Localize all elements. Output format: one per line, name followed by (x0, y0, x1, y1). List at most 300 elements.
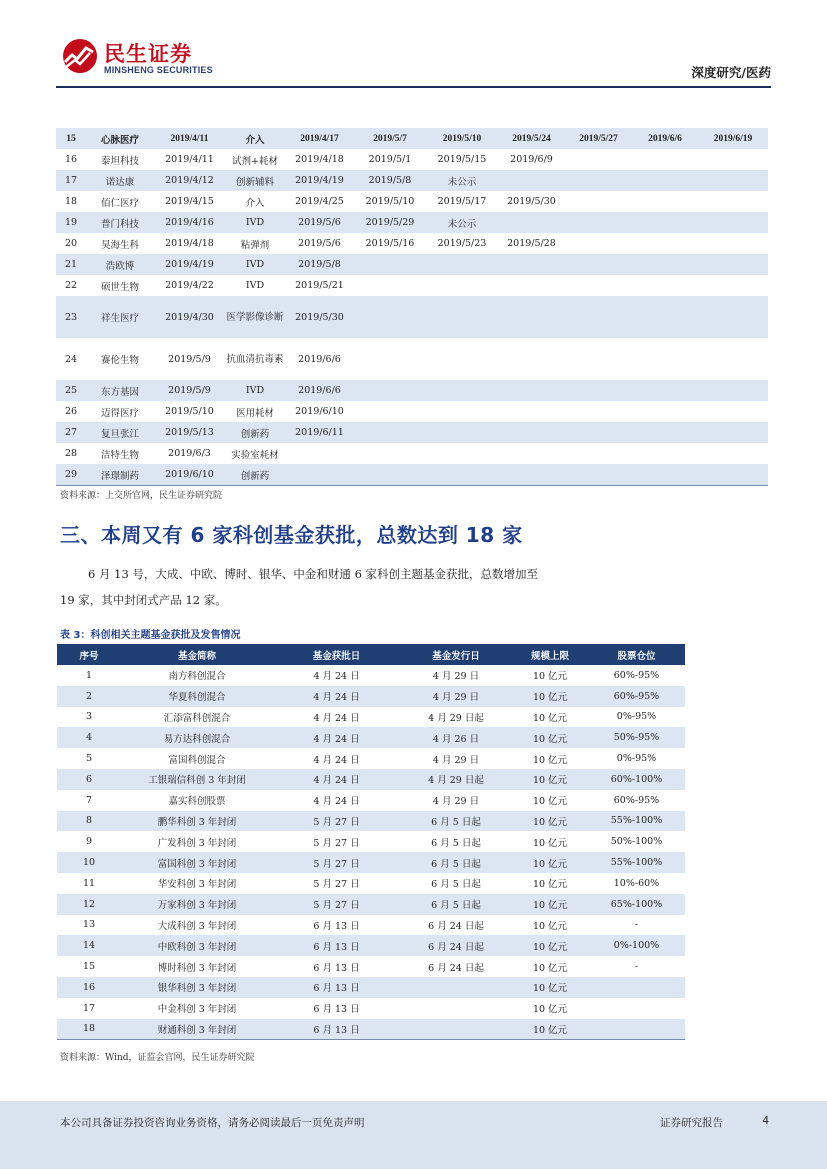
table-cell (632, 443, 698, 464)
table-row (56, 275, 768, 296)
table-cell: 5 月 27 日 (273, 894, 400, 915)
table-cell: 10 亿元 (512, 727, 588, 748)
table-row (56, 191, 768, 212)
table-cell: 50%-95% (588, 727, 685, 748)
table-cell (632, 422, 698, 443)
table-cell: 2019/4/30 (154, 296, 225, 338)
table-cell: 试剂+耗材 (232, 155, 278, 167)
table-cell: 4 (57, 727, 121, 748)
table-cell (400, 977, 512, 998)
table-row (57, 686, 685, 707)
table-cell (426, 338, 498, 380)
table-cell: 6 月 5 日起 (431, 837, 481, 849)
table-cell: 9 (85, 836, 93, 848)
table-cell: 创新辅料 (225, 170, 285, 191)
table-cell (498, 212, 565, 233)
table-cell: 2019/6/10 (295, 406, 344, 417)
table-cell (285, 443, 354, 464)
table-cell (565, 422, 632, 443)
table-cell: 浩欧博 (86, 254, 154, 275)
table-cell (498, 338, 565, 380)
table-cell (354, 254, 426, 275)
table-cell: 抗血清抗毒素 (226, 353, 284, 365)
table-cell (698, 296, 768, 338)
table-cell: 16 (64, 154, 78, 165)
table-cell: 4 月 29 日 (432, 754, 480, 766)
table-cell: 3 (85, 711, 93, 723)
table-cell: 10 亿元 (512, 686, 588, 707)
table-row (56, 170, 768, 191)
table-cell: 2019/5/30 (507, 196, 556, 207)
table-cell: 55%-100% (588, 811, 685, 832)
table-row (56, 254, 768, 275)
table-row (56, 296, 768, 338)
table-cell: 2 (57, 686, 121, 707)
table-cell (498, 296, 565, 338)
table-cell: 2019/5/6 (285, 212, 354, 233)
table-row (57, 811, 685, 832)
table-cell: 2019/6/6 (298, 353, 341, 365)
table-cell (426, 254, 498, 275)
ipo-progress-table (56, 128, 768, 486)
table-cell (565, 149, 632, 170)
table-cell: 2019/5/16 (365, 238, 415, 249)
page-number: 4 (762, 1115, 769, 1127)
table-cell: 粘弹剂 (240, 239, 270, 251)
table-cell: 2019/5/24 (498, 128, 565, 149)
table-cell: 5 月 27 日 (313, 879, 360, 891)
table-cell: 16 (57, 977, 121, 998)
table-cell: 介入 (225, 128, 285, 149)
table-cell: 中金科创 3 年封闭 (157, 1004, 237, 1016)
table-cell (498, 422, 565, 443)
table-row (56, 443, 768, 464)
table-row (57, 873, 685, 894)
table-cell: 0%-95% (616, 711, 657, 723)
table-cell: 2019/5/21 (295, 280, 344, 291)
table-cell: 7 (85, 794, 93, 806)
table-cell (565, 254, 632, 275)
table-cell: 介入 (245, 197, 265, 209)
table-cell (565, 443, 632, 464)
table-cell (698, 401, 768, 422)
table-cell: 2019/4/11 (165, 154, 214, 165)
table-cell: 诺达康 (86, 170, 154, 191)
table-cell (498, 254, 565, 275)
table-cell (588, 1019, 685, 1040)
table-cell: 6 月 13 日 (313, 1004, 360, 1016)
table-cell: 10 亿元 (512, 769, 588, 790)
minsheng-logo-icon (60, 38, 100, 74)
table-cell: 万家科创 3 年封闭 (121, 894, 273, 915)
table-cell: 60%-95% (588, 686, 685, 707)
table-cell: 富国科创混合 (168, 754, 226, 766)
table-cell: 60%-95% (613, 794, 660, 806)
table-cell (588, 998, 685, 1019)
table-cell (698, 191, 768, 212)
table-cell: 汇添富科创混合 (163, 712, 231, 724)
table-cell: 2019/4/17 (285, 128, 354, 149)
table-row (56, 212, 768, 233)
table-cell: 2019/5/6 (298, 238, 341, 249)
table-cell (698, 422, 768, 443)
table-cell: 28 (64, 448, 78, 459)
table-cell: 富国科创 3 年封闭 (121, 852, 273, 873)
table-row (57, 665, 685, 686)
table-cell: 心脉医疗 (86, 128, 154, 149)
table-cell: 24 (64, 353, 78, 365)
table-cell: 2019/4/18 (295, 154, 344, 165)
table-cell (632, 254, 698, 275)
table-cell: 10 亿元 (512, 977, 588, 998)
table-cell (565, 170, 632, 191)
table-cell (565, 464, 632, 486)
table-cell: 迈得医疗 (100, 407, 139, 419)
table-row (57, 1019, 685, 1040)
table-cell: 2019/5/9 (168, 353, 211, 365)
table-cell: 4 月 29 日起 (400, 769, 512, 790)
table-cell: 洁特生物 (100, 449, 139, 461)
ipo-table-body (56, 128, 768, 486)
table-cell: 55%-100% (588, 852, 685, 873)
table-cell: 2019/4/25 (295, 196, 344, 207)
table-cell (565, 401, 632, 422)
table-cell: 2019/5/8 (285, 254, 354, 275)
table-cell: 13 (82, 919, 96, 931)
table-cell (354, 338, 426, 380)
table-row (56, 401, 768, 422)
table-cell: 创新药 (225, 464, 285, 486)
table-cell: 中欧科创 3 年封闭 (121, 935, 273, 956)
table-cell: 5 月 27 日 (313, 837, 360, 849)
table-cell: 17 (82, 1002, 96, 1014)
table-cell (426, 464, 498, 486)
table-cell: 10 亿元 (532, 879, 568, 891)
table-row (57, 769, 685, 790)
header-divider (56, 86, 771, 88)
table-cell (698, 275, 768, 296)
table-cell (565, 275, 632, 296)
table-cell (565, 212, 632, 233)
table-cell (632, 338, 698, 380)
table-cell: 2019/5/9 (154, 380, 225, 401)
table-cell: 未公示 (426, 212, 498, 233)
table-row (57, 935, 685, 956)
table-cell (565, 191, 632, 212)
table-cell: 6 月 5 日起 (400, 811, 512, 832)
table-cell: 医用耗材 (235, 407, 274, 419)
table-row (57, 977, 685, 998)
table-cell: 2019/5/1 (368, 154, 412, 165)
table-cell: 华夏科创混合 (121, 686, 273, 707)
table-cell: 10 亿元 (512, 894, 588, 915)
table-cell (354, 275, 426, 296)
table-cell (632, 191, 698, 212)
table-cell: 2019/5/23 (437, 238, 487, 249)
table-cell: 6 月 13 日 (273, 977, 400, 998)
table-row (57, 727, 685, 748)
table-cell: - (634, 919, 639, 931)
brand-name-en: MINSHENG SECURITIES (104, 65, 213, 75)
table-cell (565, 296, 632, 338)
table-cell: 2019/6/3 (168, 448, 211, 459)
table-cell (426, 296, 498, 338)
table-row (57, 831, 685, 852)
table-cell (698, 380, 768, 401)
table-cell (426, 380, 498, 401)
table-cell: 0%-100% (588, 935, 685, 956)
table-cell: 6 月 24 日起 (428, 962, 484, 974)
table-cell (354, 401, 426, 422)
table-cell: 2019/4/19 (154, 254, 225, 275)
table-cell (632, 275, 698, 296)
table-cell: 实验室耗材 (231, 449, 279, 461)
table-row (57, 915, 685, 936)
table-cell: 嘉实科创股票 (168, 796, 226, 808)
table-row (56, 233, 768, 254)
table-row (57, 790, 685, 811)
table-cell: 硕世生物 (100, 281, 139, 293)
section-title: 三、本周又有 6 家科创基金获批，总数达到 18 家 (60, 523, 523, 547)
table-cell (354, 380, 426, 401)
table-cell: 4 月 24 日 (313, 754, 360, 766)
table-cell (698, 170, 768, 191)
fund-table-source: 资料来源：Wind，证监会官网，民生证券研究院 (60, 1053, 255, 1063)
table-cell: 2019/5/10 (426, 128, 498, 149)
table-cell: 10 亿元 (512, 852, 588, 873)
table-cell: 4 月 24 日 (313, 671, 360, 683)
table-cell: 普门科技 (86, 212, 154, 233)
table-row (56, 338, 768, 380)
table-cell: 4 月 29 日 (432, 796, 480, 808)
table-cell (498, 464, 565, 486)
section-paragraph-line1: 6 月 13 号，大成、中欧、博时、银华、中金和财通 6 家科创主题基金获批，总数增加至 (88, 567, 539, 581)
table-cell: 60%-100% (588, 769, 685, 790)
table-cell: 11 (82, 877, 96, 889)
table-cell: 21 (56, 254, 86, 275)
table-cell: 2019/4/19 (285, 170, 354, 191)
footer-report-label: 证券研究报告 (660, 1117, 723, 1129)
table-cell: 6 月 13 日 (273, 1019, 400, 1040)
table-cell: 10 (57, 852, 121, 873)
table-cell: 5 月 27 日 (273, 811, 400, 832)
table-row (57, 956, 685, 977)
table-cell: 4 月 24 日 (313, 712, 360, 724)
table-cell (632, 401, 698, 422)
col-header-equity-position: 股票仓位 (588, 644, 685, 665)
table-cell: 27 (56, 422, 86, 443)
table-cell (698, 443, 768, 464)
table-cell: 2019/6/9 (510, 154, 553, 165)
table-cell: 10 亿元 (532, 796, 568, 808)
table-cell: 29 (56, 464, 86, 486)
table-cell: 10 亿元 (532, 754, 568, 766)
table-cell: 2019/4/18 (165, 238, 214, 249)
table-cell: 10 亿元 (532, 962, 568, 974)
table-cell: IVD (225, 212, 285, 233)
table-cell: 26 (64, 406, 78, 417)
table-cell (354, 443, 426, 464)
table-row (57, 998, 685, 1019)
table-cell: 6 月 5 日起 (431, 879, 481, 891)
table-cell: 12 (57, 894, 121, 915)
col-header-size-cap: 规模上限 (512, 644, 588, 665)
table-cell: 4 月 24 日 (273, 686, 400, 707)
table-cell: 6 月 5 日起 (400, 852, 512, 873)
table-cell: 复旦张江 (86, 422, 154, 443)
table-cell (698, 338, 768, 380)
table-cell: 6 (57, 769, 121, 790)
table-cell: 祥生医疗 (86, 296, 154, 338)
table-cell: IVD (225, 380, 285, 401)
table-cell: 6 月 24 日起 (428, 920, 484, 932)
table-cell (285, 464, 354, 486)
table-cell: 25 (56, 380, 86, 401)
table-cell: 华安科创 3 年封闭 (157, 879, 237, 891)
table-cell (632, 464, 698, 486)
col-header-issue-date: 基金发行日 (400, 644, 512, 665)
table-cell: 医学影像诊断 (225, 296, 285, 338)
table-cell: 14 (57, 935, 121, 956)
table-cell: 2019/5/27 (565, 128, 632, 149)
table-cell: 23 (56, 296, 86, 338)
table-cell (354, 464, 426, 486)
table-cell (565, 380, 632, 401)
table-cell: 2019/4/22 (165, 280, 214, 291)
table-cell: 15 (82, 961, 96, 973)
table-cell: 0%-95% (616, 753, 657, 765)
table-cell (400, 998, 512, 1019)
table-cell: 10 亿元 (532, 837, 568, 849)
table-cell: 10 亿元 (512, 935, 588, 956)
table-cell (426, 422, 498, 443)
table-cell: 2019/5/17 (437, 196, 487, 207)
table-cell: 10 亿元 (532, 1004, 568, 1016)
table-cell: 泰坦科技 (100, 155, 139, 167)
fund-table-caption: 表 3：科创相关主题基金获批及发售情况 (60, 630, 241, 641)
table-cell: 10 亿元 (512, 811, 588, 832)
table-cell: 50%-100% (610, 836, 663, 848)
table-cell: 2019/5/30 (285, 296, 354, 338)
table-cell: IVD (225, 254, 285, 275)
table-cell: 4 月 24 日 (273, 727, 400, 748)
table-cell (498, 170, 565, 191)
brand-name-cn: 民生证券 (104, 42, 192, 66)
table-cell: 4 月 24 日 (313, 796, 360, 808)
table-cell: 2019/6/6 (632, 128, 698, 149)
table-cell: 8 (57, 811, 121, 832)
table-cell (354, 296, 426, 338)
table-cell: 广发科创 3 年封闭 (157, 837, 237, 849)
table-cell: 2019/5/7 (354, 128, 426, 149)
table-cell (565, 338, 632, 380)
table-cell: 10%-60% (613, 877, 660, 889)
table-cell (632, 233, 698, 254)
table-cell: 65%-100% (588, 894, 685, 915)
table-cell: 19 (56, 212, 86, 233)
table-cell: 工银瑞信科创 3 年封闭 (121, 769, 273, 790)
table-cell (498, 275, 565, 296)
table-cell: 10 亿元 (532, 712, 568, 724)
table-cell: 4 月 29 日 (432, 671, 480, 683)
col-header-fund-name: 基金简称 (121, 644, 273, 665)
table-cell: 2019/5/28 (507, 238, 556, 249)
table-cell (632, 296, 698, 338)
table-cell: 10 亿元 (532, 920, 568, 932)
table-cell: 2019/4/16 (154, 212, 225, 233)
table-cell: 22 (64, 280, 78, 291)
table-cell: 17 (56, 170, 86, 191)
ipo-table-source: 资料来源：上交所官网，民生证券研究院 (60, 491, 223, 501)
table-cell: 2019/5/10 (165, 406, 214, 417)
table-cell: 昊海生科 (100, 239, 139, 251)
table-cell: 1 (85, 669, 93, 681)
table-row (56, 128, 768, 149)
table-row (57, 894, 685, 915)
table-cell: 18 (57, 1019, 121, 1040)
table-cell: 创新药 (225, 422, 285, 443)
table-cell: 2019/4/15 (165, 196, 214, 207)
table-cell: 5 月 27 日 (273, 852, 400, 873)
table-cell: 18 (64, 196, 78, 207)
table-cell: 南方科创混合 (168, 671, 226, 683)
table-cell: 2019/4/11 (154, 128, 225, 149)
page-header (0, 0, 827, 90)
table-cell: 银华科创 3 年封闭 (121, 977, 273, 998)
table-cell: 泽璟制药 (86, 464, 154, 486)
table-cell: 6 月 13 日 (313, 962, 360, 974)
col-header-approval-date: 基金获批日 (273, 644, 400, 665)
table-row (56, 422, 768, 443)
table-row (56, 464, 768, 486)
table-cell: 4 月 29 日 (400, 686, 512, 707)
table-row (57, 707, 685, 728)
table-cell: - (634, 961, 639, 973)
table-cell (698, 149, 768, 170)
table-cell: 2019/5/29 (354, 212, 426, 233)
table-cell: 4 月 24 日 (273, 769, 400, 790)
table-cell (426, 401, 498, 422)
table-cell: 2019/6/11 (285, 422, 354, 443)
footer-disclaimer: 本公司具备证券投资咨询业务资格，请务必阅读最后一页免责声明 (60, 1117, 365, 1129)
table-cell: 2019/4/12 (154, 170, 225, 191)
table-cell: 6 月 13 日 (273, 935, 400, 956)
table-cell: 财通科创 3 年封闭 (121, 1019, 273, 1040)
table-cell: 2019/6/6 (285, 380, 354, 401)
table-cell (632, 380, 698, 401)
table-cell: 6 月 5 日起 (400, 894, 512, 915)
table-cell: 博时科创 3 年封闭 (157, 962, 237, 974)
table-cell (632, 170, 698, 191)
table-cell: 6 月 13 日 (313, 920, 360, 932)
table-cell: 4 月 26 日 (400, 727, 512, 748)
table-row (56, 380, 768, 401)
table-cell: 东方基因 (86, 380, 154, 401)
table-cell (588, 977, 685, 998)
table-cell: IVD (245, 280, 265, 291)
table-cell (698, 464, 768, 486)
table-cell: 5 (85, 753, 93, 765)
table-cell (632, 149, 698, 170)
table-cell: 易方达科创混合 (121, 727, 273, 748)
fund-table-header-row (57, 644, 685, 665)
table-row (57, 852, 685, 873)
table-cell: 10 亿元 (512, 1019, 588, 1040)
fund-table-body (57, 665, 685, 1040)
table-cell: 鹏华科创 3 年封闭 (121, 811, 273, 832)
table-cell: 2019/5/13 (154, 422, 225, 443)
report-type: 深度研究/医药 (691, 65, 771, 80)
